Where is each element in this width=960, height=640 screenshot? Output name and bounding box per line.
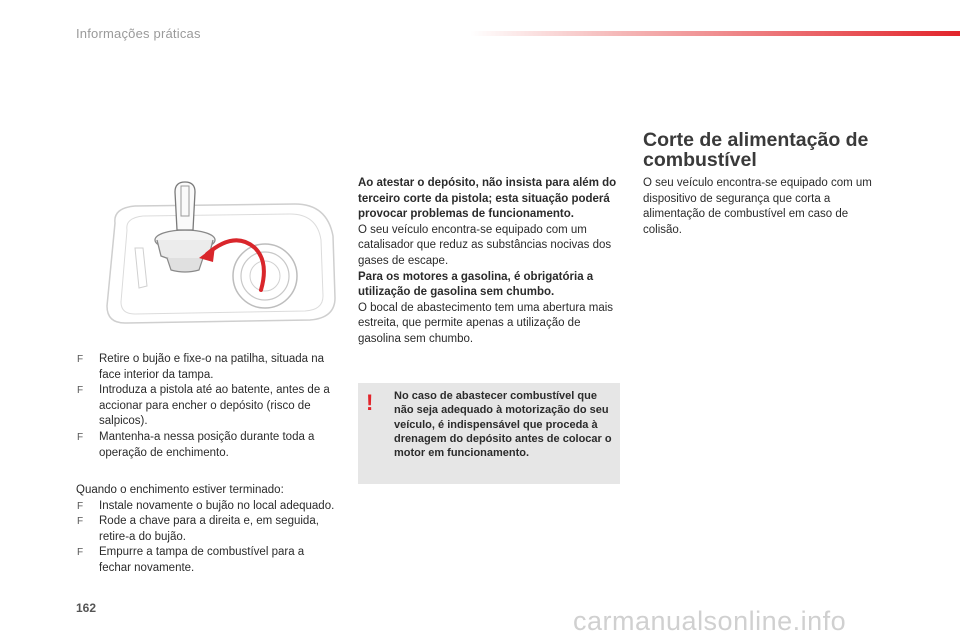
filler-neck-paragraph: O bocal de abastecimento tem uma abertura mais estreita, que permite apenas a utilização de gasolina sem chumbo. — [358, 301, 614, 345]
after-refuel-section — [76, 483, 338, 577]
list-item: F Instale novamente o bujão no local adequado. — [76, 499, 338, 515]
header-accent-bar — [470, 31, 960, 36]
exclamation-icon: ! — [366, 390, 374, 415]
refuel-steps-list — [76, 352, 338, 461]
unleaded-requirement-paragraph: Para os motores a gasolina, é obrigatória a utilização de gasolina sem chumbo. — [358, 270, 594, 299]
fuel-info-column — [358, 176, 618, 348]
bullet-marker: F — [77, 431, 84, 443]
fuel-cutoff-heading: Corte de alimentação de combustível — [643, 129, 869, 171]
list-item: F Rode a chave para a direita e, em seguida, retire-a do bujão. — [77, 515, 319, 543]
bullet-marker: F — [77, 354, 84, 365]
after-refuel-intro: Quando o enchimento estiver terminado: — [76, 484, 284, 496]
bullet-marker: F — [77, 547, 84, 559]
refuel-warning-paragraph: Ao atestar o depósito, não insista para além do terceiro corte da pistola; esta situação poderá provocar problemas de funcionamento. — [358, 177, 617, 221]
section-title: Informações práticas — [76, 26, 201, 41]
after-refuel-steps-list — [76, 499, 338, 577]
bullet-marker: F — [77, 385, 84, 397]
list-item: F Mantenha-a nessa posição durante toda a operação de enchimento. — [77, 430, 315, 459]
bullet-marker: F — [77, 516, 84, 528]
page-number: 162 — [76, 601, 97, 615]
catalyst-paragraph: O seu veículo encontra-se equipado com um catalisador que reduz as substâncias nocivas dos gases de escape. — [358, 223, 612, 267]
list-item: F Empurre a tampa de combustível para a fechar novamente. — [77, 546, 305, 574]
watermark: carmanualsonline.info — [573, 606, 847, 636]
list-item: F Introduza a pistola até ao batente, antes de a accionar para encher o depósito (risco de salpicos). — [77, 384, 330, 428]
list-item: F Retire o bujão e fixe-o na patilha, situada na face interior da tampa. — [77, 353, 325, 381]
wrong-fuel-warning-box — [358, 383, 620, 484]
fuel-cap-key-illustration — [95, 178, 345, 328]
warning-text: No caso de abastecer combustível que não seja adequado à motorização do seu veículo, é indispensável que proceda à drenagem do depósito antes de colocar o motor em funcionamento. — [394, 390, 612, 460]
bullet-marker: F — [77, 500, 84, 512]
fuel-cutoff-text: O seu veículo encontra-se equipado com um dispositivo de segurança que corta a alimentação de combustível em caso de colisão. — [643, 177, 872, 236]
